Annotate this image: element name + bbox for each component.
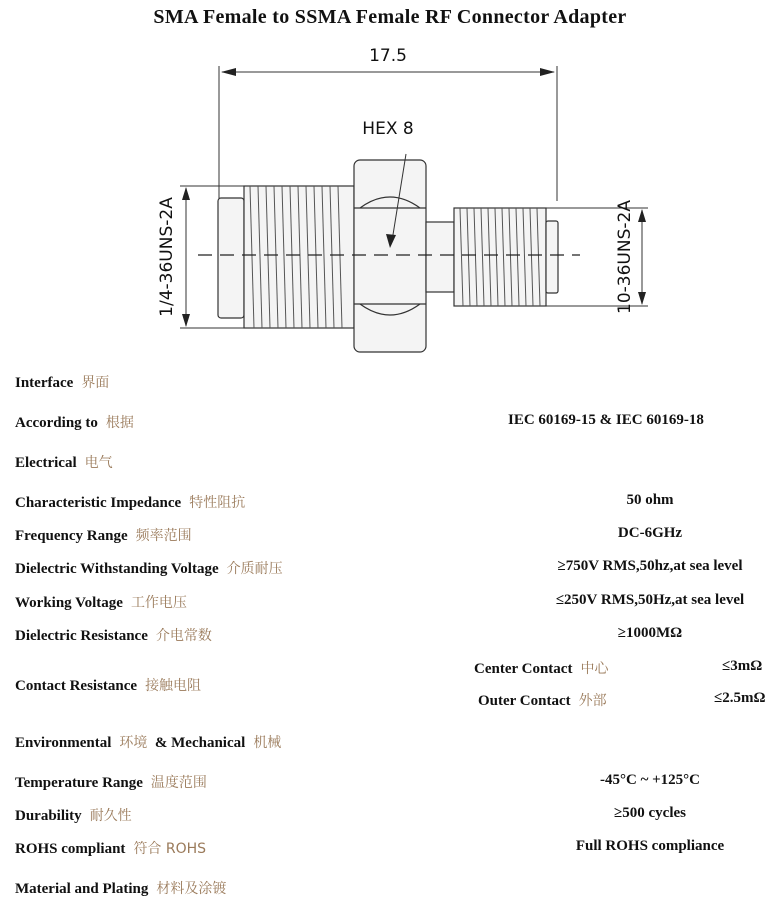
section-heading: Electrical bbox=[15, 455, 77, 471]
left-thread-label: 1/4-36UNS-2A bbox=[157, 197, 177, 317]
spec-label-cn: 根据 bbox=[105, 415, 134, 431]
spec-value: Full ROHS compliance bbox=[575, 838, 725, 854]
spec-label: Contact Resistance bbox=[15, 678, 138, 694]
spec-label: Material and Plating bbox=[15, 881, 149, 897]
spec-label: Characteristic Impedance bbox=[15, 495, 182, 511]
spec-label: Working Voltage bbox=[15, 595, 123, 611]
spec-label-cn: 介电常数 bbox=[155, 628, 212, 644]
spec-label: Dielectric Withstanding Voltage bbox=[15, 561, 219, 577]
spec-label: Durability bbox=[15, 808, 82, 824]
arrow-left-icon bbox=[221, 68, 236, 76]
spec-label: Dielectric Resistance bbox=[15, 628, 148, 644]
outer-contact-label: Outer Contact bbox=[478, 693, 571, 709]
spec-label-cn: 接触电阻 bbox=[145, 678, 202, 694]
spec-label: Temperature Range bbox=[15, 775, 143, 791]
spec-value: -45°C ~ +125°C bbox=[599, 772, 701, 788]
left-thread-arrow-bottom-icon bbox=[182, 314, 190, 327]
spec-label: Frequency Range bbox=[15, 528, 128, 544]
right-thread-label: 10-36UNS-2A bbox=[615, 200, 635, 314]
spec-label-cn: 工作电压 bbox=[130, 595, 187, 611]
spec-value: ≤250V RMS,50Hz,at sea level bbox=[555, 592, 745, 608]
spec-label: ROHS compliant bbox=[15, 841, 126, 857]
document-title: SMA Female to SSMA Female RF Connector Adapter bbox=[153, 6, 627, 28]
spec-label: Interface bbox=[15, 375, 74, 391]
section-heading-2-cn: 机械 bbox=[253, 735, 282, 751]
hex-label: HEX 8 bbox=[362, 119, 414, 139]
center-contact-value: ≤3mΩ bbox=[722, 658, 763, 674]
hex-body bbox=[354, 160, 426, 352]
connector-drawing bbox=[0, 36, 780, 366]
arrow-right-icon bbox=[540, 68, 555, 76]
spec-label-cn: 耐久性 bbox=[89, 808, 132, 824]
section-heading: Environmental bbox=[15, 735, 112, 751]
section-heading-cn: 环境 bbox=[119, 735, 148, 751]
outer-contact-value: ≤2.5mΩ bbox=[714, 690, 766, 706]
right-thread-arrow-top-icon bbox=[638, 209, 646, 222]
spec-value: IEC 60169-15 & IEC 60169-18 bbox=[508, 412, 704, 428]
spec-label-cn: 温度范围 bbox=[150, 775, 207, 791]
spec-label-cn: 材料及涂镀 bbox=[156, 881, 227, 897]
center-contact-cn: 中心 bbox=[580, 661, 609, 677]
spec-label-cn: 频率范围 bbox=[135, 528, 192, 544]
center-contact-label: Center Contact bbox=[474, 661, 573, 677]
spec-label-cn: 界面 bbox=[81, 375, 110, 391]
spec-label-cn: 符合 ROHS bbox=[133, 841, 207, 857]
spec-value: 50 ohm bbox=[626, 492, 674, 508]
spec-label: According to bbox=[15, 415, 98, 431]
spec-value: DC-6GHz bbox=[617, 525, 683, 541]
spec-label-cn: 特性阻抗 bbox=[189, 495, 246, 511]
spec-value: ≥750V RMS,50hz,at sea level bbox=[557, 558, 743, 574]
section-heading-2: & Mechanical bbox=[154, 735, 246, 751]
right-thread-arrow-bottom-icon bbox=[638, 292, 646, 305]
length-dimension: 17.5 bbox=[369, 46, 407, 66]
outer-contact-cn: 外部 bbox=[578, 693, 607, 709]
section-heading-cn: 电气 bbox=[84, 455, 113, 471]
spec-label-cn: 介质耐压 bbox=[226, 561, 283, 577]
left-thread-arrow-top-icon bbox=[182, 187, 190, 200]
spec-value: ≥1000MΩ bbox=[617, 625, 683, 641]
spec-value: ≥500 cycles bbox=[614, 805, 686, 821]
